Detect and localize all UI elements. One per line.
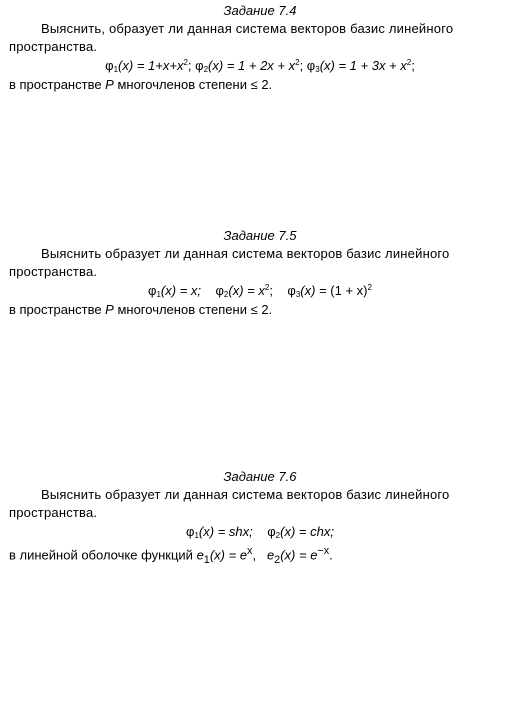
task-statement-cont [0, 504, 520, 522]
task-title: Задание 7.4 [223, 3, 297, 18]
task-7-6 [0, 468, 520, 569]
task-7-4 [0, 2, 520, 94]
vector-system-formula: $\varphi_1(x) = x$; $\varphi_2(x) = x^2$; $\varphi_3(x) = (1 + x)^2$ [148, 283, 372, 299]
statement-line-1: Выяснить образует ли данная система векторов базис линейного [41, 487, 450, 502]
task-statement-cont [0, 38, 520, 56]
statement-line-2: пространства. [9, 505, 98, 520]
task-title: Задание 7.5 [223, 228, 297, 243]
task-statement-cont [0, 263, 520, 281]
vector-system-formula: $\varphi_1(x)$ = shx; $\varphi_2(x)$ = chx; [186, 524, 334, 540]
task-title: Задание 7.6 [223, 469, 297, 484]
statement-line-2: пространства. [9, 264, 98, 279]
task-statement [0, 245, 520, 263]
statement-line-1: Выяснить, образует ли данная система векторов базис линейного [41, 21, 454, 36]
task-7-5 [0, 227, 520, 319]
space-description: в линейной оболочке функций $e_1(x) = e^x$, $e_2(x) = e^{-x}$. [9, 545, 333, 566]
vector-system-formula: $\varphi_1(x) = 1+x+x^2$; $\varphi_2(x) = 1 + 2x + x^2$; $\varphi_3(x) = 1 + 3x + x^2$; [105, 58, 415, 74]
task-statement [0, 20, 520, 38]
space-description: в пространстве P многочленов степени ≤ 2. [9, 302, 273, 317]
statement-line-1: Выяснить образует ли данная система векторов базис линейного [41, 246, 450, 261]
space-description: в пространстве P многочленов степени ≤ 2. [9, 77, 273, 92]
statement-line-2: пространства. [9, 39, 98, 54]
task-statement [0, 486, 520, 504]
